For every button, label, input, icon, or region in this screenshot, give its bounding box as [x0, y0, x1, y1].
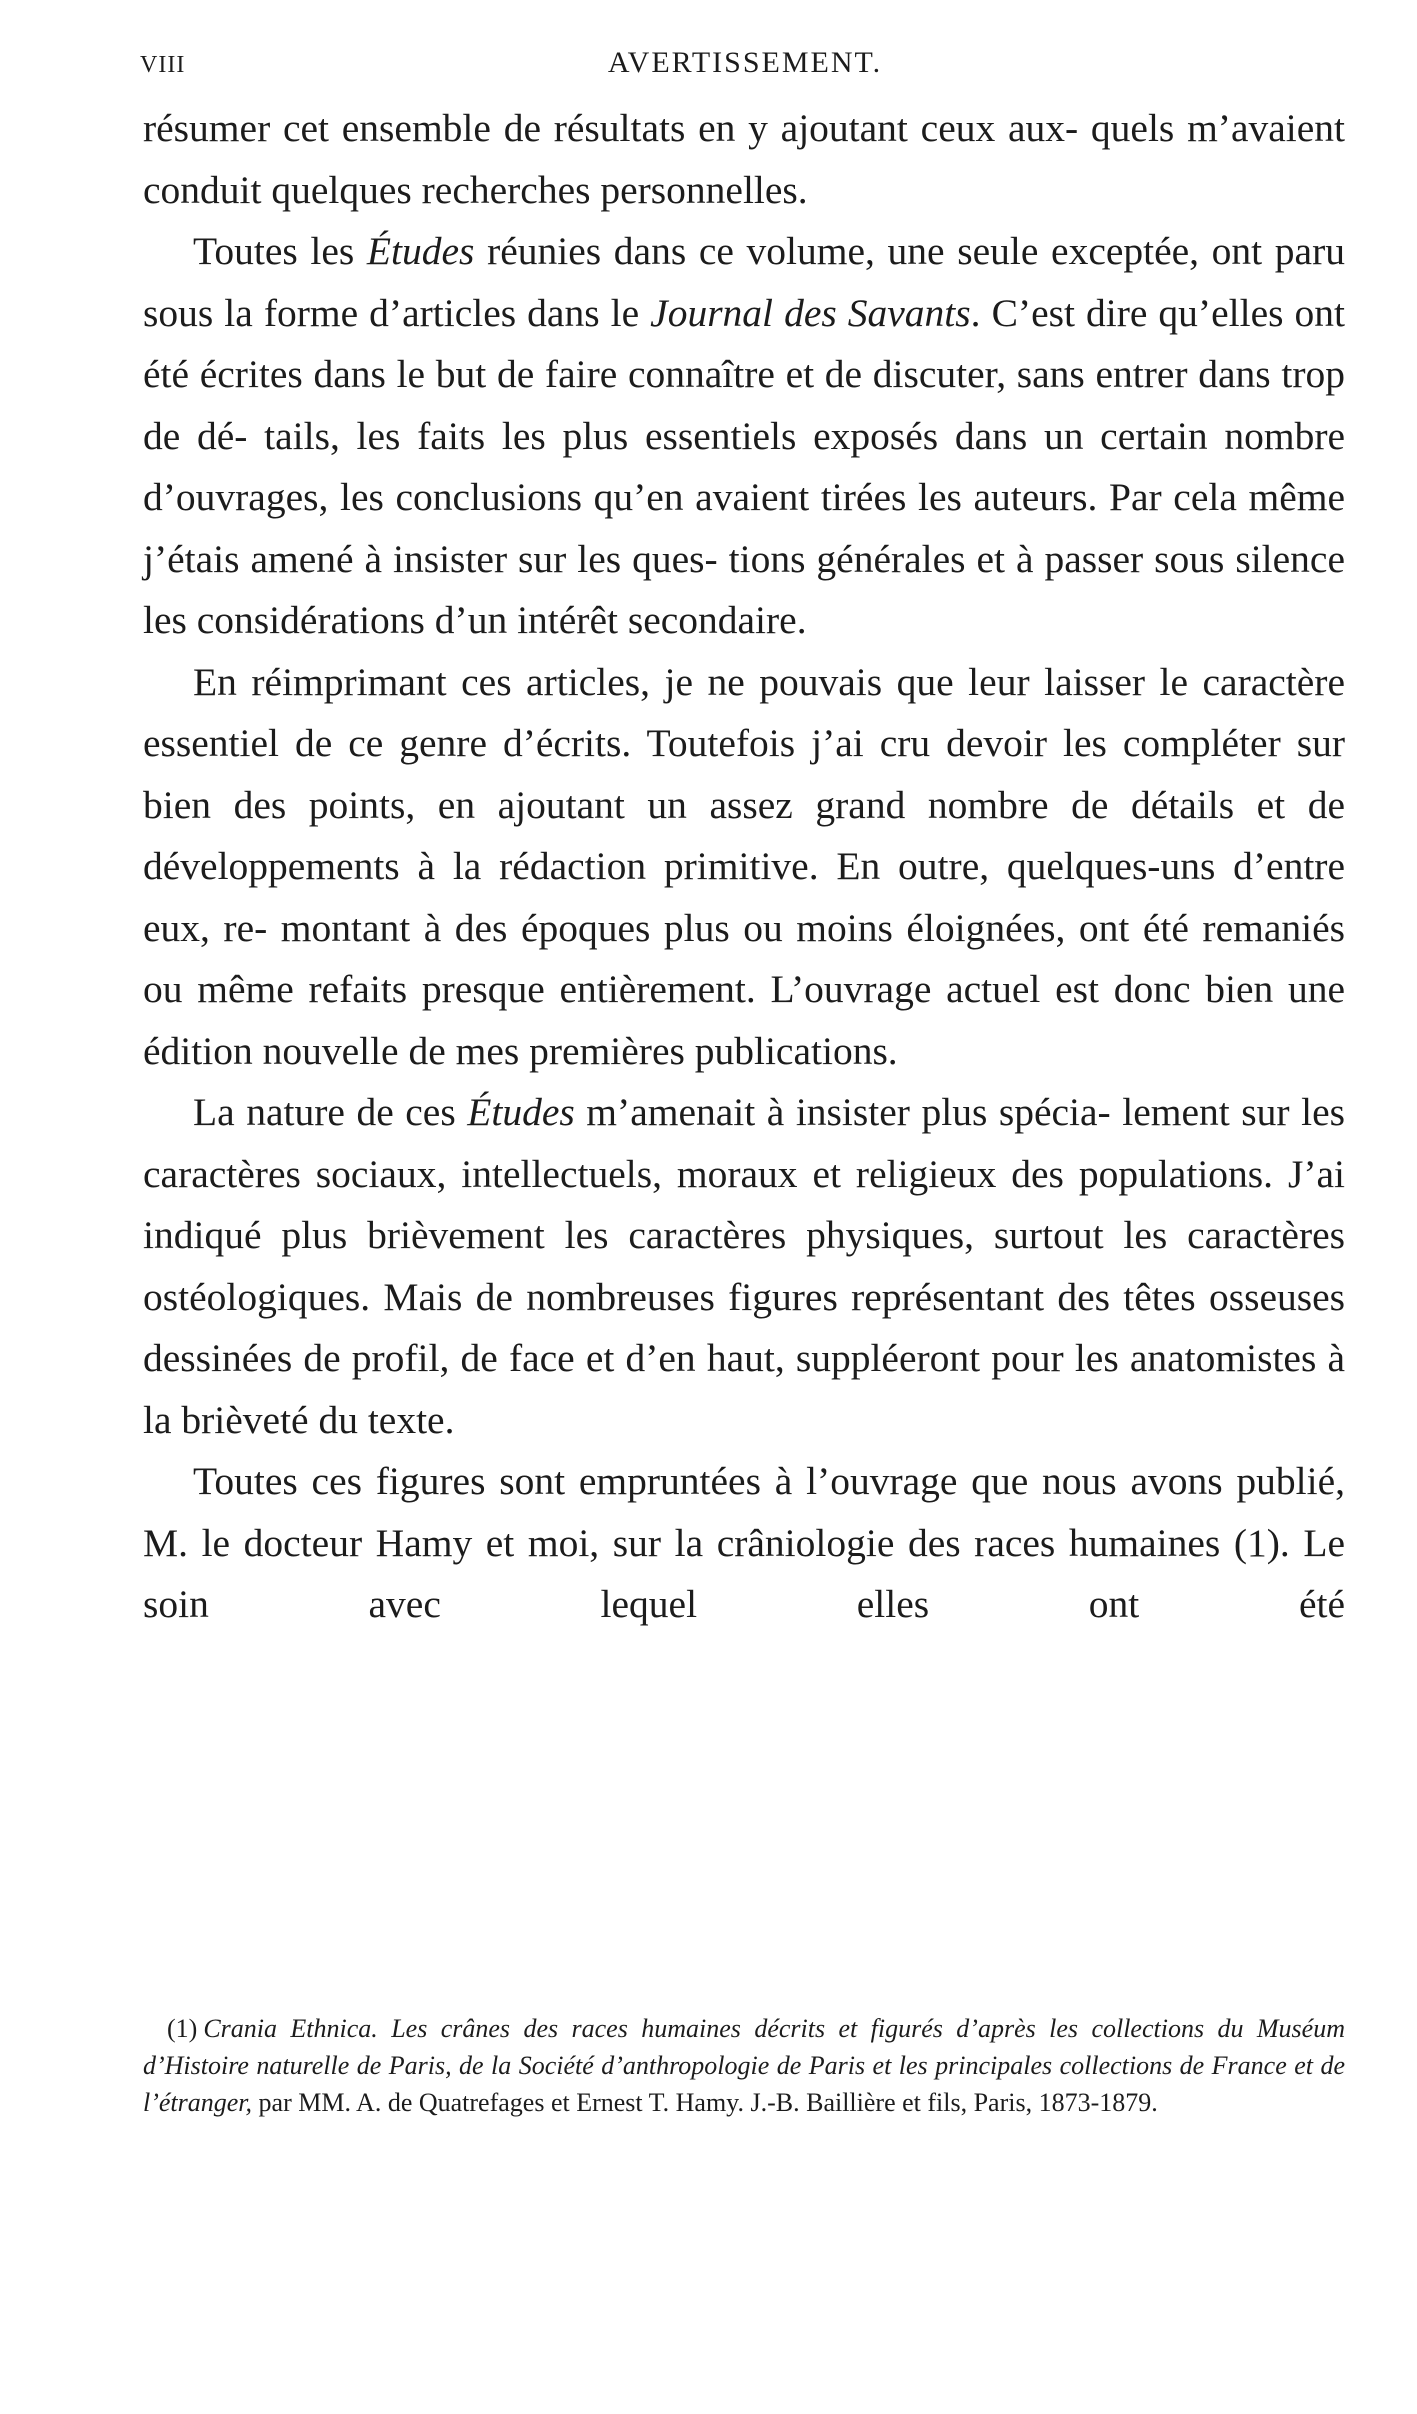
body-text — [143, 98, 1345, 1636]
paragraph — [143, 1082, 1345, 1451]
text-run: résumer cet ensemble de résultats en y ajoutant ceux aux- quels m’avaient conduit quelques recherches personnelles. — [143, 106, 1345, 212]
footnote-italic-run: Crania Ethnica. Les crânes des races humaines décrits et figurés d’après les collections du Muséum d’Histoire naturelle de Paris, de la Société d’anthropologie de Paris et les principales collections de France et de l’étranger, — [143, 2014, 1345, 2117]
text-run: Toutes ces figures sont empruntées à l’ouvrage que nous avons publié, M. le docteur Hamy et moi, sur la crâniologie des races humaines (1). Le soin avec lequel elles ont été — [143, 1459, 1345, 1626]
italic-run: Études — [467, 1090, 575, 1134]
text-run: Toutes les — [193, 229, 367, 273]
text-run: . C’est dire qu’elles ont été écrites dans le but de faire connaître et de discuter, sans entrer dans trop de dé- tails, les faits les plus essentiels exposés dans un certain nombre d’ouvrages, les conclusions qu’en avaient tirées les auteurs. Par cela même j’étais amené à insister sur les ques- tions générales et à passer sous silence les considérations d’un intérêt secondaire. — [143, 290, 1345, 642]
paragraph — [143, 652, 1345, 1083]
paragraph — [143, 1451, 1345, 1636]
paragraph — [143, 98, 1345, 221]
paragraph — [143, 221, 1345, 652]
footnote-mark: (1) — [167, 2014, 198, 2043]
text-run: En réimprimant ces articles, je ne pouvais que leur laisser le caractère essentiel de ce genre d’écrits. Toutefois j’ai cru devoir les compléter sur bien des points, en ajoutant un assez grand nombre de détails et de développements à la rédaction primitive. En outre, quelques-uns d’entre eux, re- montant à des époques plus ou moins éloignées, ont été remaniés ou même refaits presque entièrement. L’ouvrage actuel est donc bien une édition nouvelle de mes premières publications. — [143, 659, 1345, 1073]
footnote-text — [143, 2014, 1345, 2117]
italic-run: Études — [366, 229, 475, 273]
page-number: VIII — [140, 52, 186, 78]
italic-run: Journal des Savants — [650, 290, 971, 335]
running-head — [140, 46, 1350, 86]
text-run: réunies dans ce volume, une seule exceptée, ont paru sous la forme d’articles dans le — [143, 229, 1345, 335]
text-run: La nature de ces — [193, 1090, 468, 1134]
running-title: AVERTISSEMENT. — [607, 46, 883, 79]
footnote — [143, 2010, 1345, 2121]
text-run: m’amenait à insister plus spécia- lement sur les caractères sociaux, intellectuels, moraux et religieux des populations. J’ai indiqué plus brièvement les caractères physiques, surtout les caractères ostéologiques. Mais de nombreuses figures représentant des têtes osseuses dessinées de profil, de face et d’en haut, suppléeront pour les anatomistes à la brièveté du texte. — [143, 1090, 1345, 1442]
footnote-roman-run: par MM. A. de Quatrefages et Ernest T. Hamy. J.-B. Baillière et fils, Paris, 1873-1879. — [252, 2088, 1158, 2117]
